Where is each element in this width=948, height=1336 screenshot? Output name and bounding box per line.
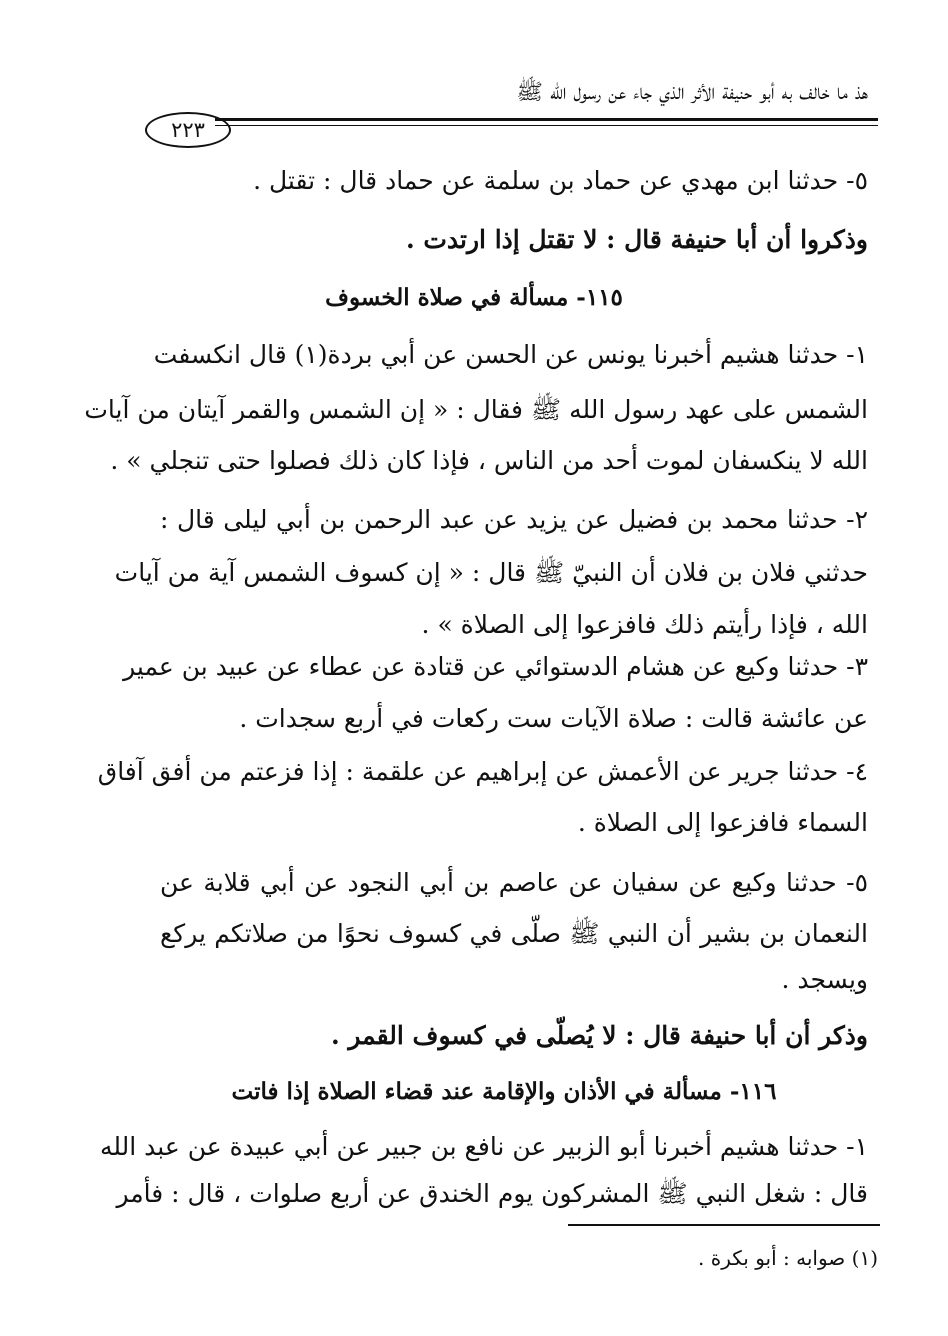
section-heading: ١١٥- مسألة في صلاة الخسوف	[325, 284, 623, 311]
text-line: ١- حدثنا هشيم أخبرنا يونس عن الحسن عن أبي بردة(١) قال انكسفت	[153, 340, 868, 369]
text-line: ٢- حدثنا محمد بن فضيل عن يزيد عن عبد الرحمن بن أبي ليلى قال :	[160, 505, 868, 534]
text-line: عن عائشة قالت : صلاة الآيات ست ركعات في أربع سجدات .	[239, 704, 868, 733]
text-line: ٤- حدثنا جرير عن الأعمش عن إبراهيم عن علقمة : إذا فزعتم من أفق آفاق	[97, 757, 868, 786]
text-line: وذكر أن أبا حنيفة قال : لا يُصلّى في كسوف القمر .	[330, 1021, 868, 1050]
text-line: الله ، فإذا رأيتم ذلك فافزعوا إلى الصلاة » .	[421, 610, 868, 639]
text-line: الشمس على عهد رسول الله ﷺ فقال : « إن الشمس والقمر آيتان من آيات	[84, 395, 868, 424]
text-line: ٥- حدثنا وكيع عن سفيان عن عاصم بن أبي النجود عن أبي قلابة عن	[160, 868, 868, 897]
text-line: السماء فافزعوا إلى الصلاة .	[577, 808, 868, 837]
running-header: هذ ما خالف به أبو حنيفة الأثر الذي جاء عن رسول الله ﷺ	[516, 80, 868, 105]
section-heading: ١١٦- مسألة في الأذان والإقامة عند قضاء الصلاة إذا فاتت	[231, 1078, 777, 1105]
text-line: حدثني فلان بن فلان أن النبيّ ﷺ قال : « إن كسوف الشمس آية من آيات	[114, 558, 868, 587]
footnote: (١) صوابه : أبو بكرة .	[698, 1246, 878, 1270]
text-line: ١- حدثنا هشيم أخبرنا أبو الزبير عن نافع بن جبير عن أبي عبيدة عن عبد الله	[99, 1132, 868, 1161]
text-line: ٥- حدثنا ابن مهدي عن حماد بن سلمة عن حماد قال : تقتل .	[253, 166, 868, 195]
text-line: قال : شغل النبي ﷺ المشركون يوم الخندق عن أربع صلوات ، قال : فأمر	[116, 1179, 868, 1208]
footnote-rule	[568, 1224, 880, 1226]
text-line: الله لا ينكسفان لموت أحد من الناس ، فإذا كان ذلك فصلوا حتى تنجلي » .	[110, 446, 868, 475]
text-line: النعمان بن بشير أن النبي ﷺ صلّى في كسوف نحوًا من صلاتكم يركع	[160, 919, 868, 948]
header-rule	[215, 118, 878, 126]
page-number: ٢٢٣	[145, 112, 231, 148]
text-line: ٣- حدثنا وكيع عن هشام الدستوائي عن قتادة عن عطاء عن عبيد بن عمير	[123, 652, 868, 681]
text-line: وذكروا أن أبا حنيفة قال : لا تقتل إذا ارتدت .	[405, 225, 868, 254]
text-line: ويسجد .	[781, 965, 868, 994]
